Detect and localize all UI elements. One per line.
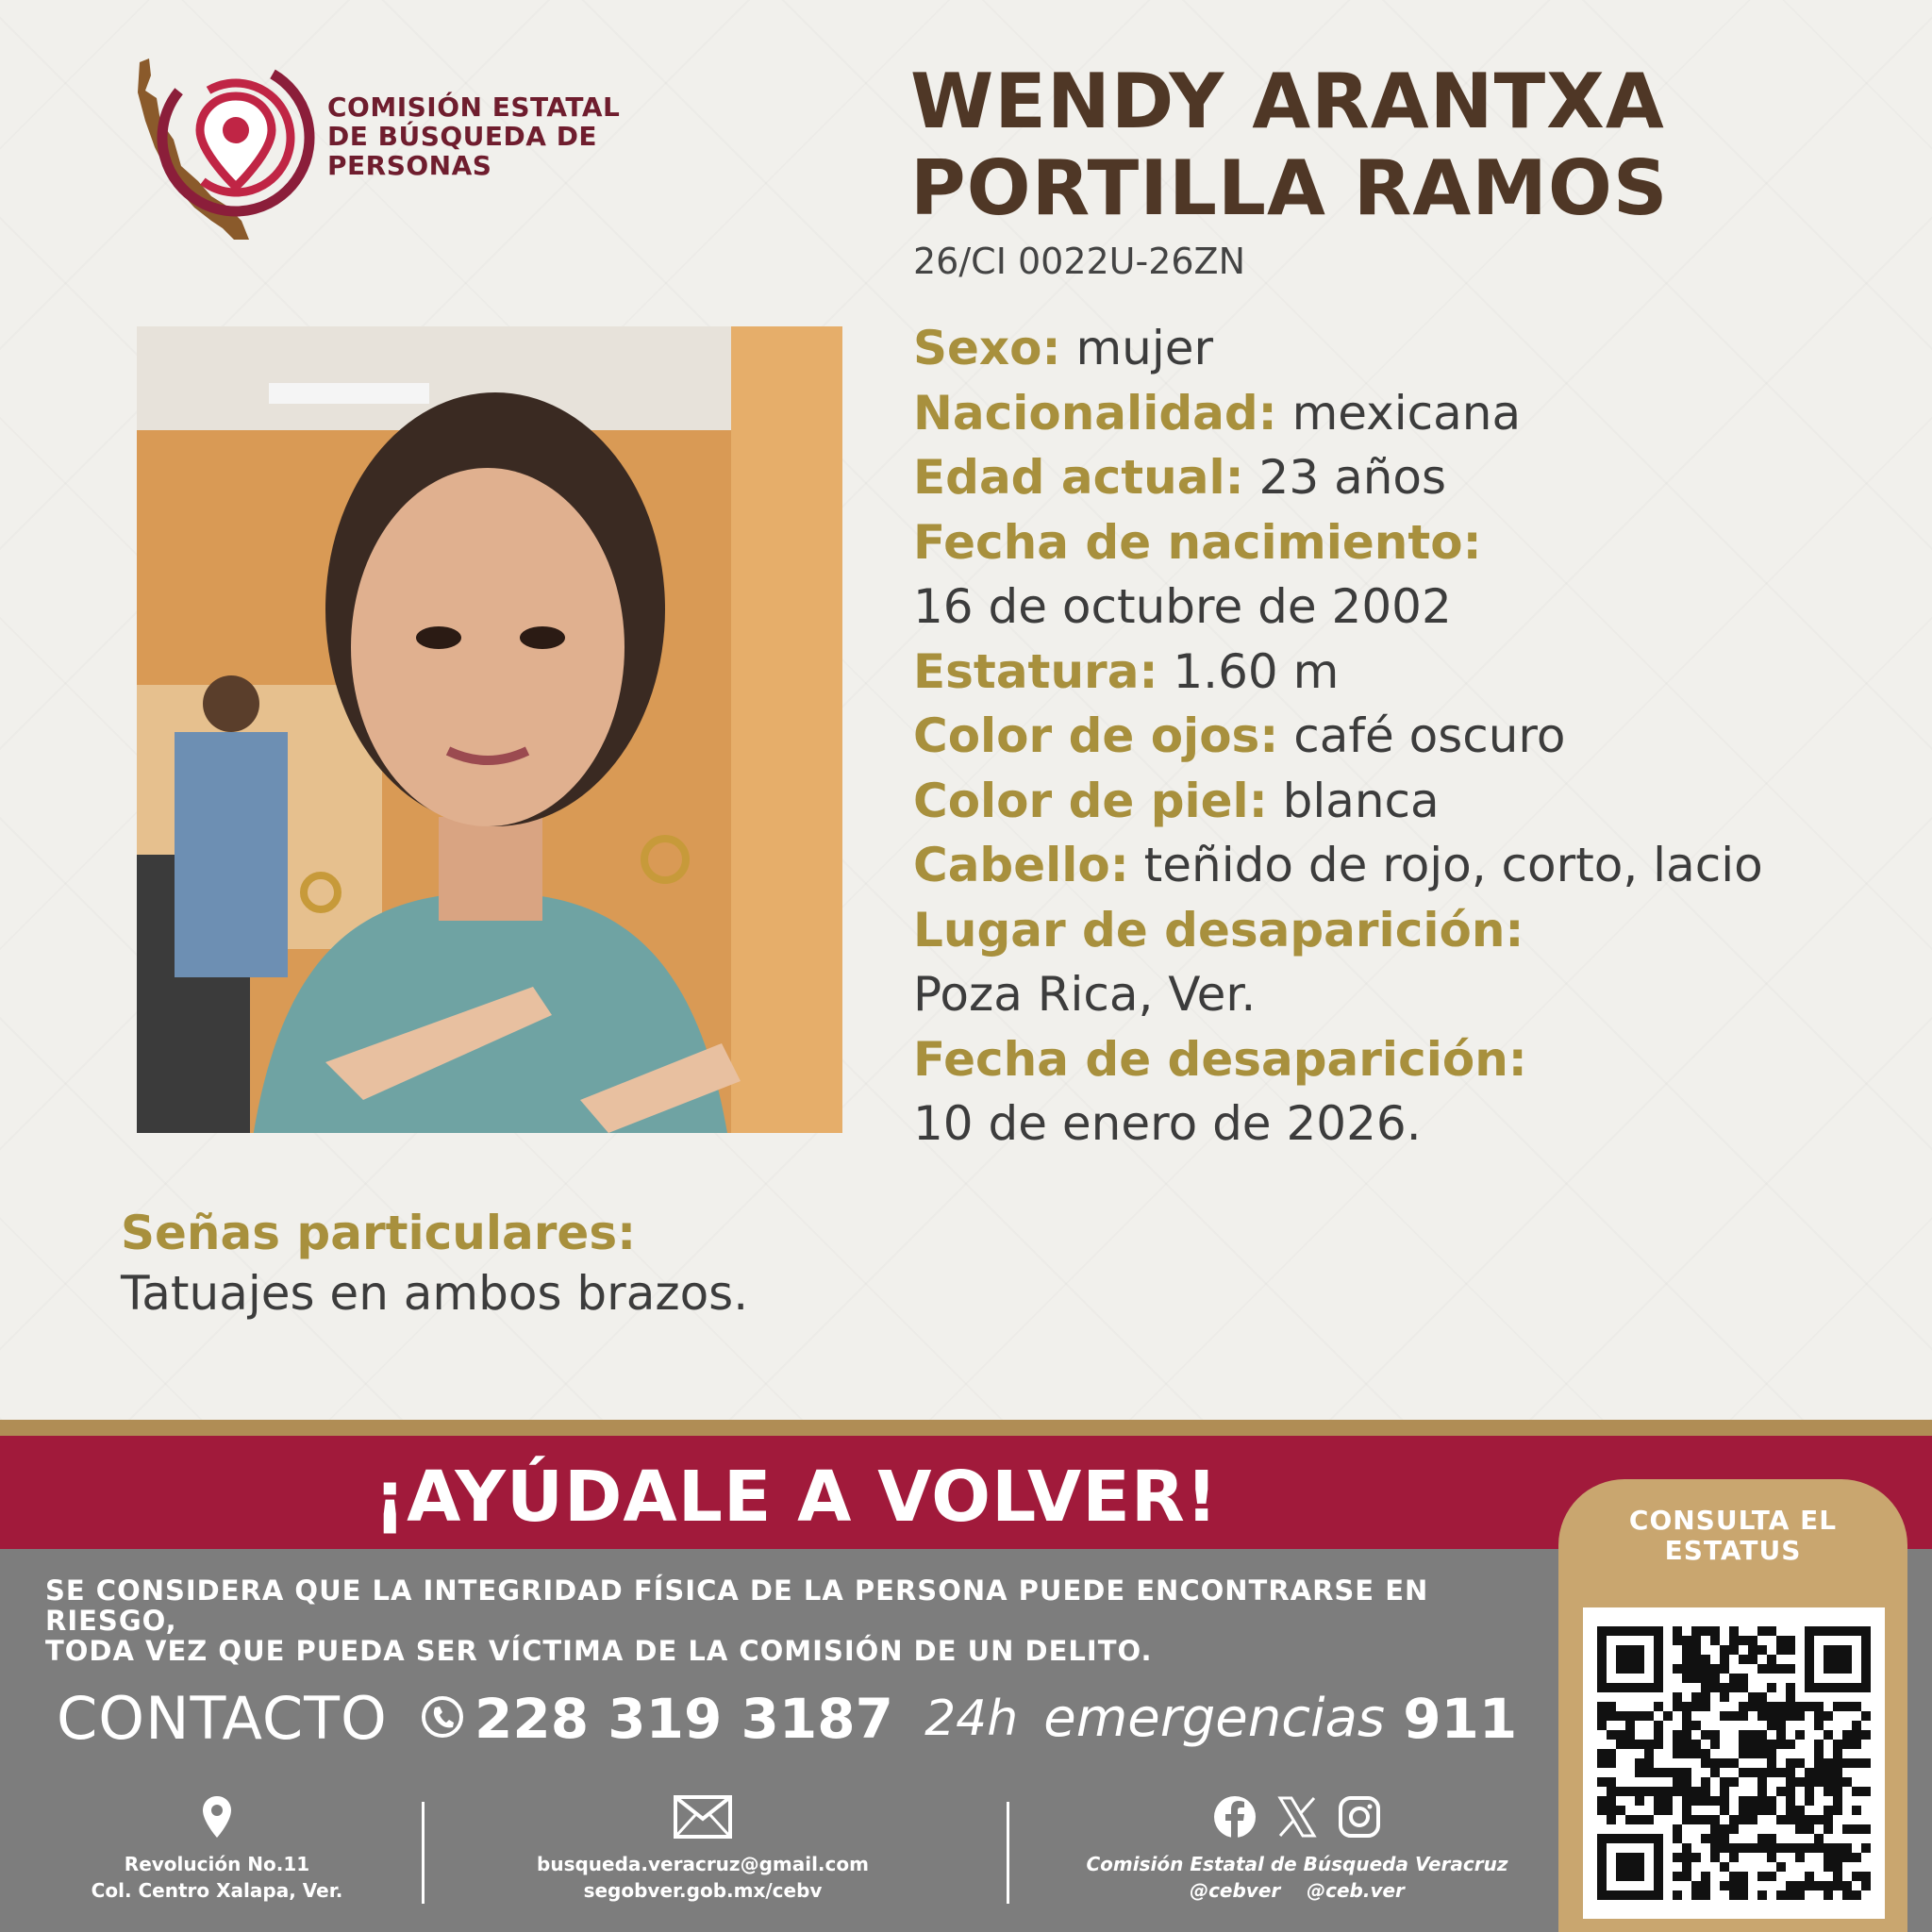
- warning-line-1: SE CONSIDERA QUE LA INTEGRIDAD FÍSICA DE LA PERSONA PUEDE ENCONTRARSE EN RIESGO,: [45, 1574, 1429, 1637]
- email-block: [528, 1794, 877, 1904]
- nacionalidad-value: mexicana: [1291, 385, 1522, 441]
- detail-nacimiento-label-row: [913, 510, 1913, 575]
- address-line-2: Col. Centro Xalapa, Ver.: [91, 1879, 343, 1902]
- social-handles: [1066, 1877, 1528, 1904]
- person-photo: [137, 326, 842, 1133]
- senas-label: Señas particulares:: [121, 1206, 637, 1260]
- nacimiento-value: 16 de octubre de 2002: [913, 579, 1452, 634]
- piel-value: blanca: [1282, 773, 1440, 828]
- qr-title-line-2: ESTATUS: [1664, 1535, 1802, 1566]
- detail-fecha-label-row: [913, 1027, 1913, 1092]
- ojos-label: Color de ojos:: [913, 708, 1279, 763]
- logo-line-1: COMISIÓN ESTATAL: [327, 92, 621, 123]
- veracruz-map-icon: [132, 55, 321, 243]
- person-details: [913, 316, 1913, 1157]
- estatura-label: Estatura:: [913, 643, 1158, 699]
- qr-code-icon: [1583, 1607, 1885, 1919]
- edad-value: 23 años: [1258, 450, 1447, 505]
- senas-value: Tatuajes en ambos brazos.: [121, 1266, 749, 1321]
- piel-label: Color de piel:: [913, 773, 1268, 828]
- name-line-1: WENDY ARANTXA: [910, 58, 1665, 145]
- contact-line: [57, 1684, 1517, 1759]
- instagram-icon[interactable]: [1337, 1794, 1382, 1840]
- sexo-value: mujer: [1075, 321, 1214, 375]
- footer-divider-2: [1007, 1802, 1009, 1904]
- logo-line-3: PERSONAS: [327, 150, 492, 181]
- qr-title-line-1: CONSULTA EL: [1628, 1505, 1838, 1536]
- sexo-label: Sexo:: [913, 321, 1061, 375]
- qr-code[interactable]: [1583, 1607, 1885, 1919]
- phone-icon: [421, 1695, 464, 1742]
- detail-fecha-value-row: [913, 1091, 1913, 1157]
- detail-nacimiento-value-row: [913, 575, 1913, 640]
- facebook-icon[interactable]: [1212, 1794, 1257, 1840]
- handle-x[interactable]: @cebver: [1190, 1879, 1281, 1902]
- detail-sexo: [913, 316, 1913, 381]
- contact-hours: 24h: [924, 1690, 1019, 1747]
- footer-divider-1: [422, 1802, 425, 1904]
- detail-piel: [913, 769, 1913, 834]
- banner-headline: ¡AYÚDALE A VOLVER!: [374, 1457, 1219, 1538]
- x-icon[interactable]: [1274, 1794, 1320, 1840]
- distinguishing-marks: [121, 1203, 748, 1324]
- lugar-label: Lugar de desaparición:: [913, 902, 1524, 958]
- handle-instagram[interactable]: @ceb.ver: [1307, 1879, 1405, 1902]
- detail-estatura: [913, 640, 1913, 705]
- detail-ojos: [913, 704, 1913, 769]
- address-block: [85, 1794, 349, 1904]
- address-line-1: Revolución No.11: [124, 1853, 310, 1875]
- detail-lugar-label-row: [913, 898, 1913, 963]
- detail-cabello: [913, 833, 1913, 898]
- nacionalidad-label: Nacionalidad:: [913, 385, 1277, 441]
- logo-line-2: DE BÚSQUEDA DE: [327, 121, 598, 152]
- cabello-label: Cabello:: [913, 838, 1129, 892]
- social-icons: [1066, 1794, 1528, 1840]
- emergency-number[interactable]: 911: [1403, 1686, 1518, 1751]
- logo-text: [327, 92, 620, 180]
- social-block: [1066, 1794, 1528, 1904]
- mail-icon: [673, 1794, 733, 1840]
- detail-nacionalidad: [913, 381, 1913, 446]
- status-qr-panel: [1558, 1479, 1907, 1932]
- commission-logo: [132, 55, 660, 243]
- fecha-value: 10 de enero de 2026.: [913, 1096, 1422, 1151]
- cabello-value: teñido de rojo, corto, lacio: [1143, 838, 1763, 892]
- detail-edad: [913, 445, 1913, 510]
- website-url[interactable]: segobver.gob.mx/cebv: [583, 1879, 823, 1902]
- contact-phone[interactable]: 228 319 3187: [475, 1686, 893, 1751]
- lugar-value: Poza Rica, Ver.: [913, 967, 1257, 1022]
- gold-divider: [0, 1420, 1932, 1436]
- qr-title: [1558, 1506, 1907, 1566]
- warning-line-2: TODA VEZ QUE PUEDA SER VÍCTIMA DE LA COMISIÓN DE UN DELITO.: [45, 1635, 1153, 1667]
- nacimiento-label: Fecha de nacimiento:: [913, 514, 1482, 570]
- detail-lugar-value-row: [913, 962, 1913, 1027]
- estatura-value: 1.60 m: [1173, 643, 1340, 699]
- social-name: Comisión Estatal de Búsqueda Veracruz: [1086, 1853, 1508, 1875]
- email-address[interactable]: busqueda.veracruz@gmail.com: [537, 1853, 869, 1875]
- emergency-label: emergencias: [1043, 1688, 1386, 1749]
- name-line-2: PORTILLA RAMOS: [910, 144, 1669, 232]
- risk-warning: [45, 1575, 1555, 1666]
- location-pin-icon: [201, 1794, 233, 1840]
- fecha-label: Fecha de desaparición:: [913, 1031, 1527, 1087]
- person-name: [910, 58, 1910, 232]
- edad-label: Edad actual:: [913, 450, 1244, 505]
- contact-label: CONTACTO: [57, 1684, 388, 1753]
- ojos-value: café oscuro: [1293, 708, 1566, 763]
- case-id: 26/CI 0022U-26ZN: [913, 241, 1246, 282]
